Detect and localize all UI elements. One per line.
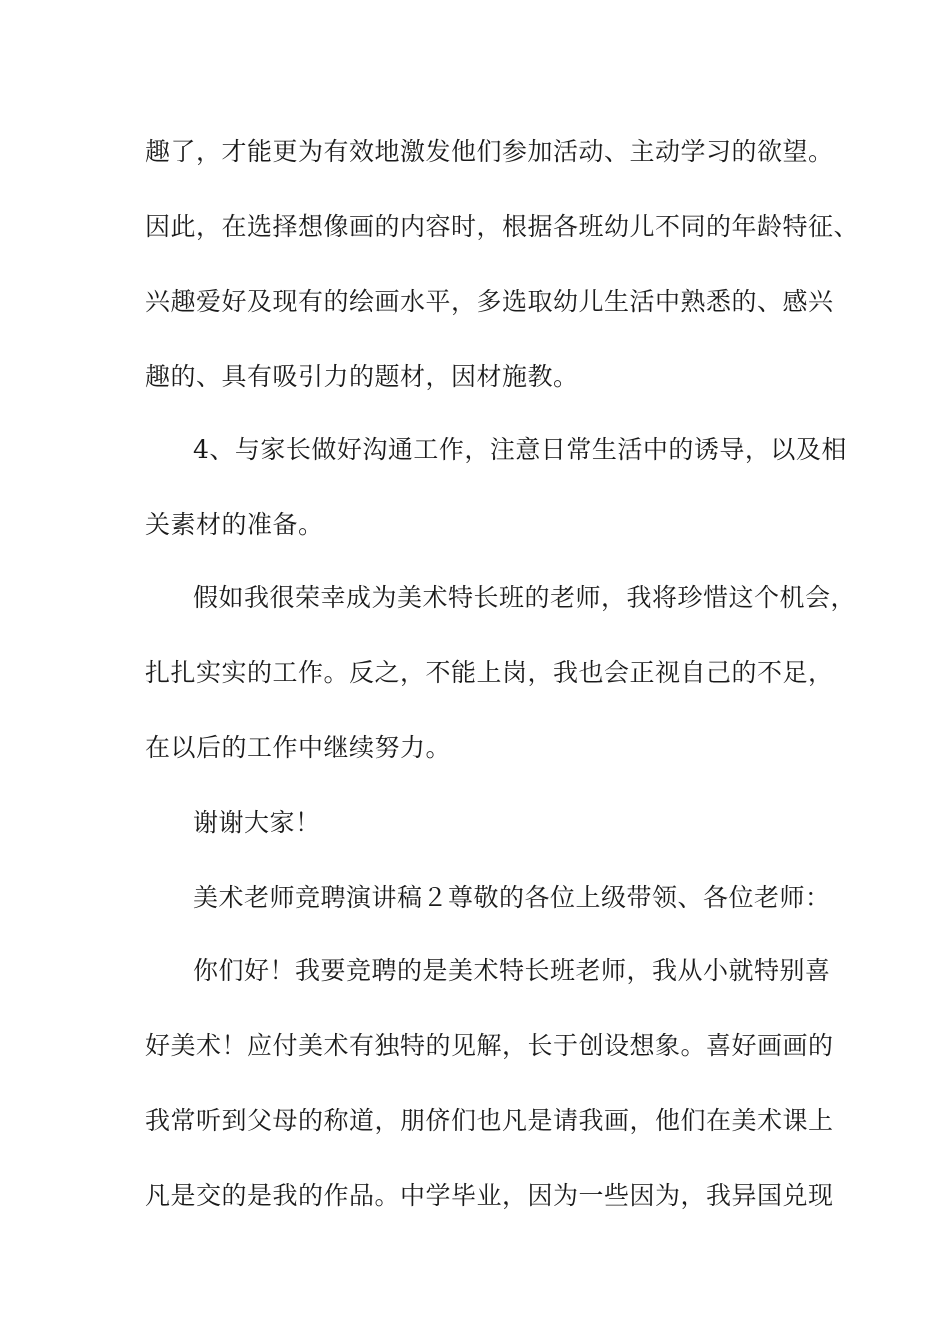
text-line: 好美术！应付美术有独特的见解，长于创设想象。喜好画画的	[145, 1031, 834, 1060]
text-line: 假如我很荣幸成为美术特长班的老师，我将珍惜这个机会，	[193, 583, 857, 612]
text-line: 扎扎实实的工作。反之，不能上岗，我也会正视自己的不足，	[145, 658, 834, 687]
text-line: 凡是交的是我的作品。中学毕业，因为一些因为，我异国兑现	[145, 1181, 834, 1210]
text-line: 趣了，才能更为有效地激发他们参加活动、主动学习的欲望。	[145, 137, 834, 166]
text-line: 关素材的准备。	[145, 510, 324, 539]
text-line: 在以后的工作中继续努力。	[145, 733, 452, 762]
text-line: 谢谢大家！	[193, 808, 321, 837]
text-line: 你们好！我要竞聘的是美术特长班老师，我从小就特别喜	[193, 956, 831, 985]
text-line: 趣的、具有吸引力的题材，因材施教。	[145, 362, 579, 391]
text-line: 兴趣爱好及现有的绘画水平，多选取幼儿生活中熟悉的、感兴	[145, 287, 834, 316]
text-line: 因此，在选择想像画的内容时，根据各班幼儿不同的年龄特征、	[145, 212, 860, 241]
text-line: 4、与家长做好沟通工作，注意日常生活中的诱导，以及相	[193, 435, 847, 464]
text-line: 美术老师竞聘演讲稿２尊敬的各位上级带领、各位老师：	[193, 883, 831, 912]
text-line: 我常听到父母的称道，朋侪们也凡是请我画，他们在美术课上	[145, 1106, 834, 1135]
